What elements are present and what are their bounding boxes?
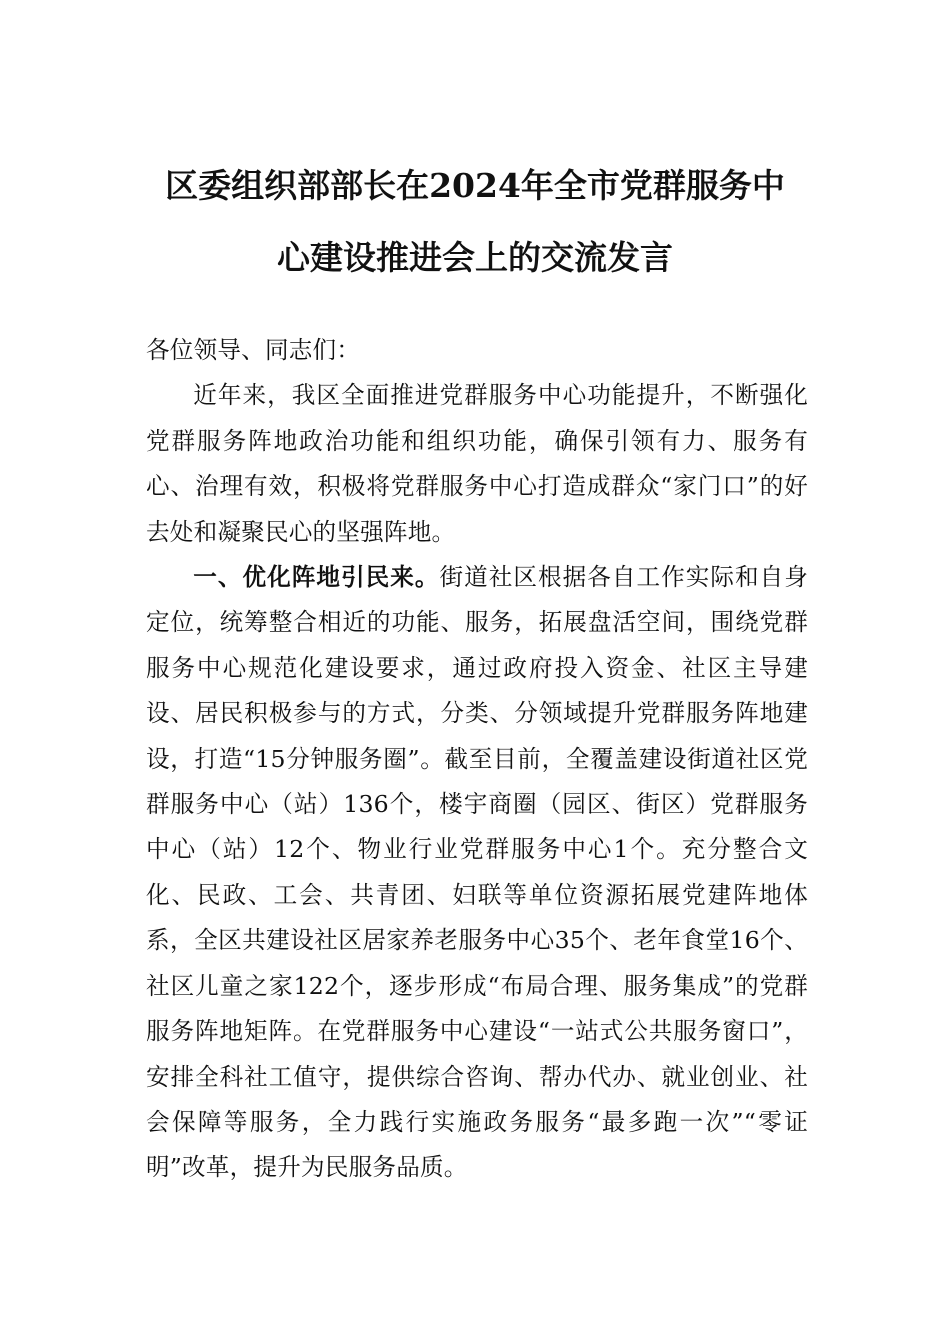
document-body [146,328,808,1191]
salutation: 各位领导、同志们： [146,336,361,364]
section-1-body: 街道社区根据各自工作实际和自身定位，统筹整合相近的功能、服务，拓展盘活空间，围绕党群服务中心规范化建设要求，通过政府投入资金、社区主导建设、居民积极参与的方式，分类、分领域提升党群服务阵地建设，打造“15分钟服务圈”。截至目前，全覆盖建设街道社区党群服务中心（站）136个，楼宇商圈（园区、街区）党群服务中心（站）12个、物业行业党群服务中心1个。充分整合文化、民政、工会、共青团、妇联等单位资源拓展党建阵地体系，全区共建设社区居家养老服务中心35个、老年食堂16个、社区儿童之家122个，逐步形成“布局合理、服务集成”的党群服务阵地矩阵。在党群服务中心建设“一站式公共服务窗口”，安排全科社工值守，提供综合咨询、帮办代办、就业创业、社会保障等服务，全力践行实施政务服务“最多跑一次”“零证明”改革，提升为民服务品质。 [146,563,809,1182]
title-line-2: 心建设推进会上的交流发言 [277,238,673,277]
section-1-paragraph [146,555,808,1191]
intro-paragraph: 近年来，我区全面推进党群服务中心功能提升，不断强化党群服务阵地政治功能和组织功能，确保引领有力、服务有心、治理有效，积极将党群服务中心打造成群众“家门口”的好去处和凝聚民心的坚强阵地。 [146,381,808,546]
title-line-1: 区委组织部部长在2024年全市党群服务中 [165,166,785,205]
section-1-heading: 一、优化阵地引民来。 [193,563,440,592]
document-title [120,150,830,294]
